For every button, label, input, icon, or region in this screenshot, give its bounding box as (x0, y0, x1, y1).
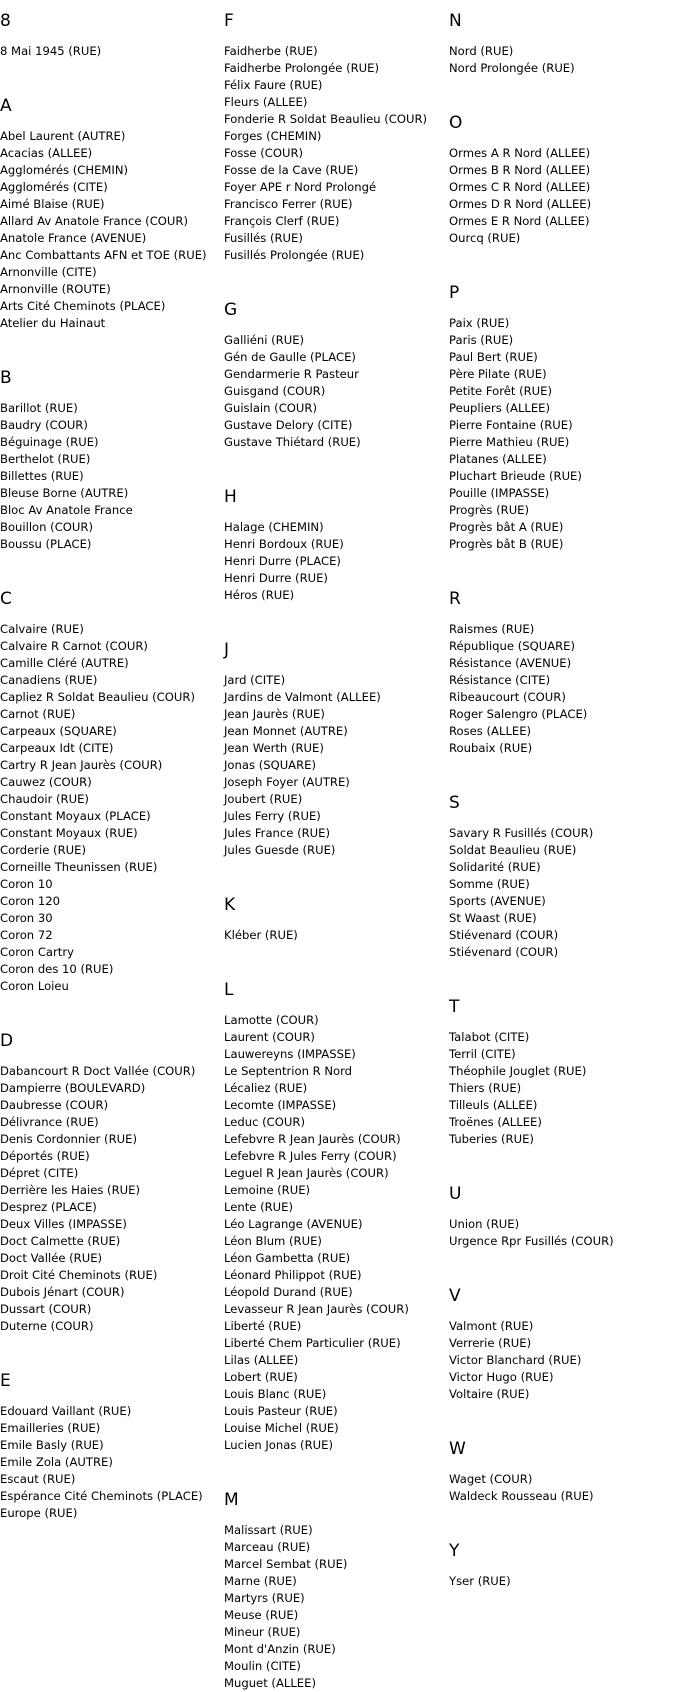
street-entry: Kléber (RUE) (224, 928, 298, 942)
street-entry: Léo Lagrange (AVENUE) (224, 1217, 363, 1231)
letter-section (449, 1439, 675, 1529)
street-list (0, 1063, 214, 1335)
street-list (0, 621, 214, 995)
street-entry: Francisco Ferrer (RUE) (224, 197, 353, 211)
street-entry: Leduc (COUR) (224, 1115, 305, 1129)
section-spacer (0, 332, 214, 356)
street-entry: Fonderie R Soldat Beaulieu (COUR) (224, 112, 428, 126)
street-entry: Ourcq (RUE) (449, 231, 521, 245)
street-entry: Léonard Philippot (RUE) (224, 1268, 362, 1282)
street-entry: Lucien Jonas (RUE) (224, 1438, 333, 1452)
street-entry: Derrière les Haies (RUE) (0, 1183, 140, 1197)
street-entry: Corderie (RUE) (0, 843, 86, 857)
street-entry: Gendarmerie R Pasteur (224, 367, 359, 381)
street-list (449, 145, 675, 247)
street-entry: Paix (RUE) (449, 316, 510, 330)
street-entry: Martyrs (RUE) (224, 1591, 305, 1605)
street-entry: Fosse de la Cave (RUE) (224, 163, 359, 177)
street-entry: Jules France (RUE) (224, 826, 330, 840)
street-entry: Doct Vallée (RUE) (0, 1251, 103, 1265)
street-entry: Capliez R Soldat Beaulieu (COUR) (0, 690, 195, 704)
street-entry: Le Septentrion R Nord (224, 1064, 353, 1078)
section-spacer (449, 757, 675, 781)
street-entry: Emile Zola (AUTRE) (0, 1455, 113, 1469)
street-entry: Coron Loieu (0, 979, 69, 993)
street-entry: Denis Cordonnier (RUE) (0, 1132, 137, 1146)
street-entry: Progrès bât A (RUE) (449, 520, 564, 534)
street-entry: Peupliers (ALLEE) (449, 401, 551, 415)
section-letter-heading: T (449, 997, 460, 1017)
section-letter-heading: V (449, 1286, 461, 1306)
street-entry: Faidherbe (RUE) (224, 44, 318, 58)
letter-section (0, 1031, 214, 1359)
street-entry: Lemoine (RUE) (224, 1183, 311, 1197)
street-entry: Escaut (RUE) (0, 1472, 76, 1486)
street-entry: Tilleuls (ALLEE) (449, 1098, 538, 1112)
street-entry: Dussart (COUR) (0, 1302, 92, 1316)
street-entry: Guislain (COUR) (224, 401, 317, 415)
street-entry: Fleurs (ALLEE) (224, 95, 308, 109)
street-entry: Carpeaux Idt (CITE) (0, 741, 114, 755)
street-entry: Deux Villes (IMPASSE) (0, 1217, 127, 1231)
street-entry: Jean Monnet (AUTRE) (224, 724, 348, 738)
street-entry: Lilas (ALLEE) (224, 1353, 299, 1367)
street-entry: Résistance (AVENUE) (449, 656, 572, 670)
street-entry: Calvaire R Carnot (COUR) (0, 639, 148, 653)
section-letter-heading: 8 (0, 11, 11, 31)
section-spacer (224, 604, 440, 628)
letter-section (449, 1184, 675, 1274)
street-list (224, 927, 440, 944)
letter-section (224, 980, 440, 1478)
street-entry: Jules Guesde (RUE) (224, 843, 336, 857)
street-entry: Victor Blanchard (RUE) (449, 1353, 582, 1367)
street-entry: Paris (RUE) (449, 333, 514, 347)
section-letter-heading: J (224, 640, 230, 660)
street-entry: Acacias (ALLEE) (0, 146, 93, 160)
street-entry: Moulin (CITE) (224, 1659, 301, 1673)
street-entry: Camille Cléré (AUTRE) (0, 656, 129, 670)
section-spacer (0, 60, 214, 84)
street-entry: Forges (CHEMIN) (224, 129, 322, 143)
letter-section (224, 640, 440, 883)
street-entry: 8 Mai 1945 (RUE) (0, 44, 102, 58)
street-entry: Mineur (RUE) (224, 1625, 301, 1639)
street-entry: Arts Cité Cheminots (PLACE) (0, 299, 166, 313)
section-letter-heading: F (224, 11, 234, 31)
street-entry: Pouille (IMPASSE) (449, 486, 550, 500)
street-entry: Fosse (COUR) (224, 146, 304, 160)
street-entry: Roubaix (RUE) (449, 741, 533, 755)
street-entry: Valmont (RUE) (449, 1319, 534, 1333)
street-entry: Coron des 10 (RUE) (0, 962, 114, 976)
street-entry: Lamotte (COUR) (224, 1013, 319, 1027)
section-spacer (0, 1335, 214, 1359)
street-entry: Victor Hugo (RUE) (449, 1370, 554, 1384)
street-list (449, 1216, 675, 1250)
section-letter-heading: E (0, 1371, 11, 1391)
street-entry: Dépret (CITE) (0, 1166, 79, 1180)
street-list (224, 1522, 440, 1692)
street-entry: Coron 72 (0, 928, 53, 942)
street-list (224, 332, 440, 451)
street-entry: Verrerie (RUE) (449, 1336, 532, 1350)
letter-section (449, 1286, 675, 1427)
street-entry: Soldat Beaulieu (RUE) (449, 843, 577, 857)
section-spacer (224, 264, 440, 288)
street-entry: Dampierre (BOULEVARD) (0, 1081, 146, 1095)
street-entry: Solidarité (RUE) (449, 860, 541, 874)
letter-section (449, 793, 675, 985)
street-entry: Coron 10 (0, 877, 53, 891)
street-entry: Jard (CITE) (224, 673, 286, 687)
street-entry: Carpeaux (SQUARE) (0, 724, 117, 738)
street-entry: Somme (RUE) (449, 877, 530, 891)
street-entry: Louis Pasteur (RUE) (224, 1404, 338, 1418)
section-letter-heading: P (449, 283, 460, 303)
street-entry: Louise Michel (RUE) (224, 1421, 339, 1435)
street-entry: Voltaire (RUE) (449, 1387, 530, 1401)
letter-section (224, 1490, 440, 1692)
section-letter-heading: L (224, 980, 234, 1000)
street-list (449, 43, 675, 77)
street-entry: Stiévenard (COUR) (449, 945, 559, 959)
letter-section (224, 11, 440, 288)
street-entry: Laurent (COUR) (224, 1030, 315, 1044)
street-list (224, 519, 440, 604)
street-entry: Gustave Thiétard (RUE) (224, 435, 361, 449)
street-entry: Dubois Jénart (COUR) (0, 1285, 125, 1299)
letter-section (0, 11, 214, 84)
section-spacer (224, 1454, 440, 1478)
street-entry: Résistance (CITE) (449, 673, 551, 687)
street-entry: Allard Av Anatole France (COUR) (0, 214, 188, 228)
street-entry: République (SQUARE) (449, 639, 576, 653)
street-entry: Sports (AVENUE) (449, 894, 546, 908)
street-entry: Marcel Sembat (RUE) (224, 1557, 348, 1571)
street-entry: Léopold Durand (RUE) (224, 1285, 353, 1299)
street-entry: Paul Bert (RUE) (449, 350, 538, 364)
section-spacer (449, 1148, 675, 1172)
section-spacer (449, 77, 675, 101)
street-entry: Anc Combattants AFN et TOE (RUE) (0, 248, 207, 262)
street-entry: Pierre Fontaine (RUE) (449, 418, 573, 432)
street-list (224, 1012, 440, 1454)
section-spacer (224, 451, 440, 475)
street-entry: Daubresse (COUR) (0, 1098, 109, 1112)
street-entry: Lécaliez (RUE) (224, 1081, 308, 1095)
street-entry: Coron 120 (0, 894, 60, 908)
street-entry: Joubert (RUE) (224, 792, 303, 806)
street-entry: Edouard Vaillant (RUE) (0, 1404, 132, 1418)
street-entry: Ormes C R Nord (ALLEE) (449, 180, 591, 194)
street-entry: Henri Durre (RUE) (224, 571, 328, 585)
street-list (449, 1318, 675, 1403)
street-entry: Roses (ALLEE) (449, 724, 532, 738)
street-entry: Europe (RUE) (0, 1506, 78, 1520)
street-entry: François Clerf (RUE) (224, 214, 340, 228)
letter-section (449, 283, 675, 577)
section-letter-heading: H (224, 487, 237, 507)
street-entry: Baudry (COUR) (0, 418, 88, 432)
street-entry: Talabot (CITE) (449, 1030, 530, 1044)
street-entry: Faidherbe Prolongée (RUE) (224, 61, 379, 75)
street-entry: Lefebvre R Jules Ferry (COUR) (224, 1149, 397, 1163)
street-entry: Marceau (RUE) (224, 1540, 311, 1554)
street-list (0, 128, 214, 332)
street-entry: Anatole France (AVENUE) (0, 231, 147, 245)
street-entry: Meuse (RUE) (224, 1608, 299, 1622)
street-entry: Malissart (RUE) (224, 1523, 313, 1537)
street-entry: Waldeck Rousseau (RUE) (449, 1489, 594, 1503)
street-entry: Agglomérés (CHEMIN) (0, 163, 129, 177)
street-entry: Chaudoir (RUE) (0, 792, 89, 806)
street-entry: Fusillés (RUE) (224, 231, 303, 245)
street-list (449, 621, 675, 757)
street-entry: Arnonville (ROUTE) (0, 282, 111, 296)
street-entry: Emailleries (RUE) (0, 1421, 101, 1435)
street-entry: Ormes A R Nord (ALLEE) (449, 146, 591, 160)
street-entry: Lefebvre R Jean Jaurès (COUR) (224, 1132, 401, 1146)
street-column-2 (224, 0, 440, 1692)
street-entry: Jean Jaurès (RUE) (224, 707, 325, 721)
street-entry: Atelier du Hainaut (0, 316, 106, 330)
street-entry: Progrès bât B (RUE) (449, 537, 564, 551)
street-entry: Platanes (ALLEE) (449, 452, 547, 466)
section-letter-heading: S (449, 793, 460, 813)
street-entry: Halage (CHEMIN) (224, 520, 324, 534)
street-entry: Cartry R Jean Jaurès (COUR) (0, 758, 163, 772)
street-entry: Duterne (COUR) (0, 1319, 94, 1333)
street-entry: Emile Basly (RUE) (0, 1438, 104, 1452)
letter-section (449, 113, 675, 271)
section-letter-heading: O (449, 113, 463, 133)
street-entry: Joseph Foyer (AUTRE) (224, 775, 350, 789)
street-entry: Barillot (RUE) (0, 401, 78, 415)
letter-section (0, 96, 214, 356)
street-entry: Héros (RUE) (224, 588, 295, 602)
street-entry: Gén de Gaulle (PLACE) (224, 350, 356, 364)
street-entry: Ribeaucourt (COUR) (449, 690, 566, 704)
street-entry: Calvaire (RUE) (0, 622, 84, 636)
street-entry: Guisgand (COUR) (224, 384, 326, 398)
letter-section (449, 997, 675, 1172)
street-entry: Union (RUE) (449, 1217, 520, 1231)
street-entry: Ormes B R Nord (ALLEE) (449, 163, 591, 177)
section-letter-heading: M (224, 1490, 239, 1510)
section-letter-heading: Y (449, 1541, 460, 1561)
street-entry: Liberté Chem Particulier (RUE) (224, 1336, 401, 1350)
street-entry: Corneille Theunissen (RUE) (0, 860, 158, 874)
street-entry: Henri Durre (PLACE) (224, 554, 341, 568)
street-entry: Béguinage (RUE) (0, 435, 99, 449)
street-entry: Espérance Cité Cheminots (PLACE) (0, 1489, 203, 1503)
street-entry: Terril (CITE) (449, 1047, 516, 1061)
street-entry: Ormes D R Nord (ALLEE) (449, 197, 592, 211)
section-letter-heading: D (0, 1031, 14, 1051)
street-entry: Lecomte (IMPASSE) (224, 1098, 337, 1112)
street-entry: Dabancourt R Doct Vallée (COUR) (0, 1064, 196, 1078)
street-entry: Savary R Fusillés (COUR) (449, 826, 594, 840)
section-letter-heading: C (0, 589, 12, 609)
street-entry: Coron Cartry (0, 945, 74, 959)
street-entry: Bouillon (COUR) (0, 520, 93, 534)
street-entry: Progrès (RUE) (449, 503, 530, 517)
street-entry: Roger Salengro (PLACE) (449, 707, 588, 721)
street-entry: Gustave Delory (CITE) (224, 418, 353, 432)
section-spacer (224, 944, 440, 968)
street-entry: Boussu (PLACE) (0, 537, 92, 551)
street-entry: Marne (RUE) (224, 1574, 297, 1588)
street-entry: Jean Werth (RUE) (224, 741, 324, 755)
section-spacer (0, 553, 214, 577)
street-entry: Liberté (RUE) (224, 1319, 302, 1333)
street-entry: Bloc Av Anatole France (0, 503, 133, 517)
street-entry: Cauwez (COUR) (0, 775, 92, 789)
street-entry: Lobert (RUE) (224, 1370, 298, 1384)
street-entry: Lauwereyns (IMPASSE) (224, 1047, 356, 1061)
street-list (224, 672, 440, 859)
street-entry: Canadiens (RUE) (0, 673, 98, 687)
section-spacer (449, 553, 675, 577)
street-entry: Carnot (RUE) (0, 707, 76, 721)
street-entry: Petite Forêt (RUE) (449, 384, 552, 398)
letter-section (0, 589, 214, 1019)
street-entry: Pierre Mathieu (RUE) (449, 435, 570, 449)
letter-section (0, 368, 214, 577)
street-entry: Nord Prolongée (RUE) (449, 61, 575, 75)
street-entry: Stiévenard (COUR) (449, 928, 559, 942)
street-list (0, 1403, 214, 1522)
street-entry: Waget (COUR) (449, 1472, 533, 1486)
street-entry: Droit Cité Cheminots (RUE) (0, 1268, 158, 1282)
street-entry: Agglomérés (CITE) (0, 180, 108, 194)
section-spacer (449, 1250, 675, 1274)
letter-section (224, 487, 440, 628)
letter-section (449, 11, 675, 101)
street-entry: Père Pilate (RUE) (449, 367, 547, 381)
street-entry: Foyer APE r Nord Prolongé (224, 180, 377, 194)
street-entry: Billettes (RUE) (0, 469, 84, 483)
street-list (449, 1029, 675, 1148)
street-entry: Berthelot (RUE) (0, 452, 91, 466)
section-letter-heading: W (449, 1439, 466, 1459)
letter-section (224, 300, 440, 475)
section-spacer (449, 1505, 675, 1529)
street-entry: Léon Gambetta (RUE) (224, 1251, 351, 1265)
street-column-3 (449, 0, 675, 1590)
street-entry: Arnonville (CITE) (0, 265, 97, 279)
street-entry: Tuberies (RUE) (449, 1132, 534, 1146)
section-letter-heading: U (449, 1184, 462, 1204)
street-entry: Yser (RUE) (449, 1574, 511, 1588)
street-entry: Lente (RUE) (224, 1200, 294, 1214)
street-entry: Léon Blum (RUE) (224, 1234, 322, 1248)
street-entry: Desprez (PLACE) (0, 1200, 97, 1214)
letter-section (0, 1371, 214, 1522)
street-entry: Bleuse Borne (AUTRE) (0, 486, 129, 500)
section-letter-heading: G (224, 300, 238, 320)
section-spacer (224, 859, 440, 883)
street-entry: Constant Moyaux (PLACE) (0, 809, 151, 823)
street-entry: Muguet (ALLEE) (224, 1676, 316, 1690)
street-entry: Louis Blanc (RUE) (224, 1387, 327, 1401)
section-letter-heading: N (449, 11, 462, 31)
street-entry: Ormes E R Nord (ALLEE) (449, 214, 590, 228)
street-entry: Jonas (SQUARE) (224, 758, 317, 772)
section-spacer (0, 995, 214, 1019)
street-entry: Aimé Blaise (RUE) (0, 197, 105, 211)
street-list (0, 43, 214, 60)
street-entry: Constant Moyaux (RUE) (0, 826, 138, 840)
section-spacer (449, 1403, 675, 1427)
street-entry: Déportés (RUE) (0, 1149, 90, 1163)
street-entry: Abel Laurent (AUTRE) (0, 129, 126, 143)
street-entry: Félix Faure (RUE) (224, 78, 323, 92)
street-list (224, 43, 440, 264)
street-list (449, 1471, 675, 1505)
section-letter-heading: B (0, 368, 12, 388)
street-entry: Raismes (RUE) (449, 622, 535, 636)
street-entry: Henri Bordoux (RUE) (224, 537, 344, 551)
section-letter-heading: K (224, 895, 236, 915)
street-list (0, 400, 214, 553)
street-entry: Coron 30 (0, 911, 53, 925)
section-spacer (449, 247, 675, 271)
section-spacer (449, 961, 675, 985)
street-entry: Urgence Rpr Fusillés (COUR) (449, 1234, 614, 1248)
letter-section (224, 895, 440, 968)
street-entry: Galliéni (RUE) (224, 333, 305, 347)
street-entry: Thiers (RUE) (449, 1081, 522, 1095)
street-entry: Jardins de Valmont (ALLEE) (224, 690, 381, 704)
street-column-1 (0, 0, 214, 1522)
street-entry: Nord (RUE) (449, 44, 514, 58)
section-letter-heading: A (0, 96, 12, 116)
street-entry: Pluchart Brieude (RUE) (449, 469, 582, 483)
street-list (449, 1573, 675, 1590)
street-entry: Délivrance (RUE) (0, 1115, 99, 1129)
section-letter-heading: R (449, 589, 461, 609)
street-entry: Doct Calmette (RUE) (0, 1234, 121, 1248)
street-entry: Jules Ferry (RUE) (224, 809, 321, 823)
street-entry: Fusillés Prolongée (RUE) (224, 248, 365, 262)
street-entry: Mont d'Anzin (RUE) (224, 1642, 336, 1656)
letter-section (449, 589, 675, 781)
letter-section (449, 1541, 675, 1590)
street-entry: Levasseur R Jean Jaurès (COUR) (224, 1302, 409, 1316)
street-entry: St Waast (RUE) (449, 911, 537, 925)
street-entry: Troënes (ALLEE) (449, 1115, 542, 1129)
street-list (449, 825, 675, 961)
street-entry: Leguel R Jean Jaurès (COUR) (224, 1166, 389, 1180)
street-list (449, 315, 675, 553)
street-entry: Théophile Jouglet (RUE) (449, 1064, 587, 1078)
